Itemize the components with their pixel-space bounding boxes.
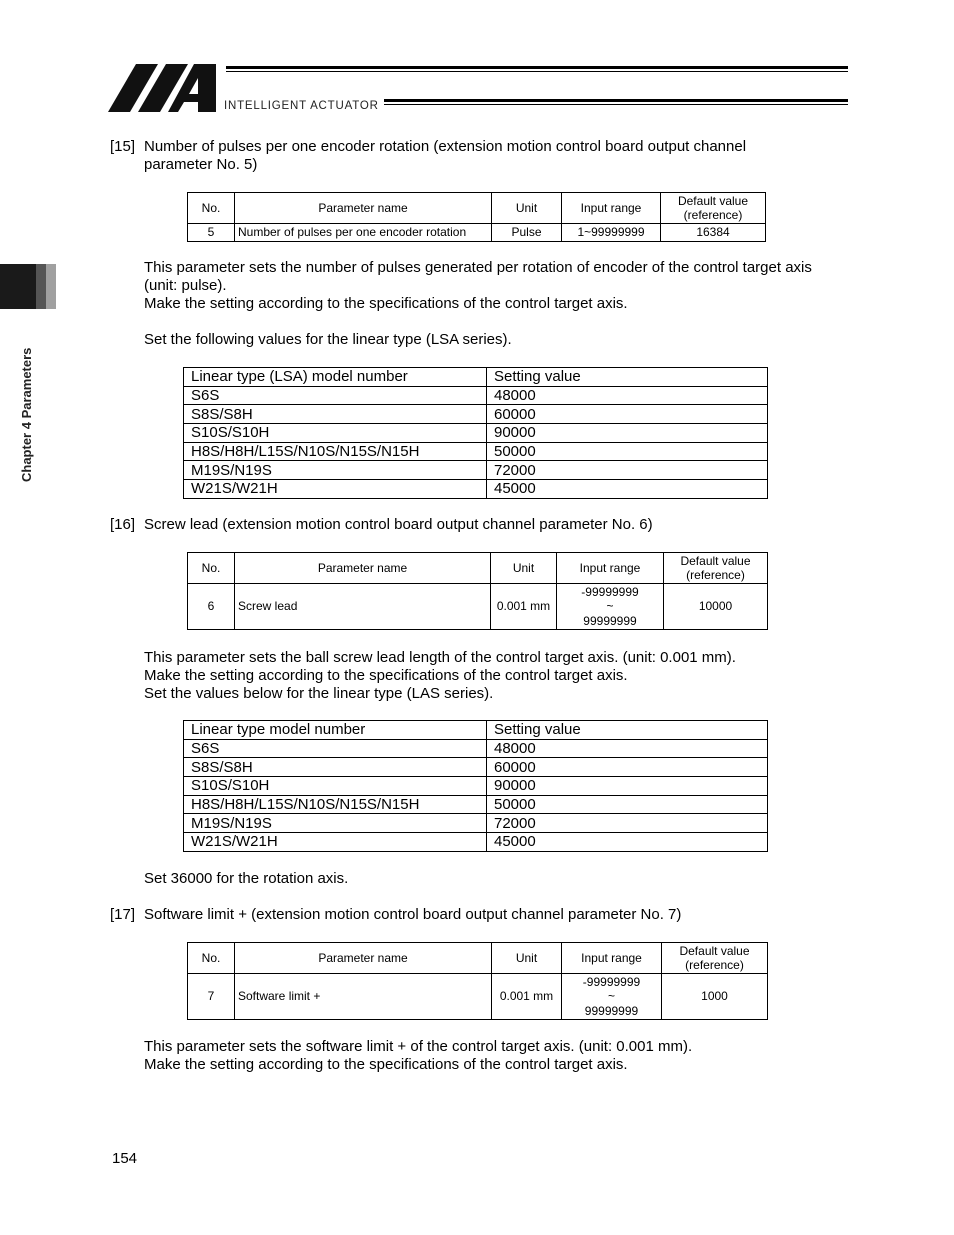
value-cell: 45000 bbox=[487, 833, 768, 852]
iai-logo bbox=[108, 64, 224, 114]
table-row bbox=[188, 224, 766, 242]
section-15-number: [15] bbox=[110, 138, 136, 155]
range-max: 99999999 bbox=[583, 613, 637, 628]
table-row bbox=[184, 386, 768, 405]
model-cell: H8S/H8H/L15S/N10S/N15S/N15H bbox=[184, 442, 487, 461]
value-cell: 48000 bbox=[487, 739, 768, 758]
desc-line: This parameter sets the software limit + of the control target axis. (unit: 0.001 mm). bbox=[144, 1038, 693, 1055]
cell-unit: 0.001 mm bbox=[492, 974, 562, 1020]
value-cell: 45000 bbox=[487, 480, 768, 499]
header-default-line1: Default value bbox=[680, 553, 751, 568]
cell-no: 5 bbox=[188, 224, 235, 242]
header-setting-value: Setting value bbox=[487, 721, 768, 740]
cell-default-value: 1000 bbox=[662, 974, 768, 1020]
header-model-number: Linear type model number bbox=[184, 721, 487, 740]
desc-line: This parameter sets the number of pulses generated per rotation of encoder of the control target axis bbox=[144, 259, 812, 276]
section-16-title: Screw lead (extension motion control board output channel parameter No. 6) bbox=[144, 516, 653, 533]
section-16-number: [16] bbox=[110, 516, 136, 533]
table-row bbox=[184, 405, 768, 424]
desc-line: Make the setting according to the specifications of the control target axis. bbox=[144, 1056, 628, 1073]
model-cell: H8S/H8H/L15S/N10S/N15S/N15H bbox=[184, 795, 487, 814]
table-row bbox=[184, 777, 768, 796]
header-default-line2: (reference) bbox=[686, 568, 745, 582]
model-cell: S8S/S8H bbox=[184, 758, 487, 777]
parameter-table-15 bbox=[187, 192, 766, 242]
section-15-description bbox=[144, 259, 812, 313]
section-15-title-line2: parameter No. 5) bbox=[144, 156, 258, 173]
section-15-title bbox=[144, 138, 746, 174]
section-16-description bbox=[144, 649, 736, 703]
cell-no: 7 bbox=[188, 974, 235, 1020]
table-header-row bbox=[188, 193, 766, 224]
range-max: 99999999 bbox=[584, 1003, 639, 1018]
model-cell: W21S/W21H bbox=[184, 833, 487, 852]
desc-line: This parameter sets the ball screw lead length of the control target axis. (unit: 0.001 mm). bbox=[144, 649, 736, 666]
table-row bbox=[184, 480, 768, 499]
value-cell: 90000 bbox=[487, 777, 768, 796]
value-cell: 90000 bbox=[487, 424, 768, 443]
desc-line: Make the setting according to the specifications of the control target axis. bbox=[144, 295, 628, 312]
header-rule-top-thin bbox=[226, 71, 848, 72]
desc-line: (unit: pulse). bbox=[144, 277, 227, 294]
cell-input-range bbox=[557, 584, 664, 630]
value-table-header bbox=[184, 721, 768, 740]
header-setting-value: Setting value bbox=[487, 368, 768, 387]
model-cell: S6S bbox=[184, 386, 487, 405]
range-separator: ~ bbox=[606, 599, 614, 614]
header-input-range: Input range bbox=[562, 943, 662, 974]
cell-default-value: 16384 bbox=[661, 224, 766, 242]
model-cell: M19S/N19S bbox=[184, 461, 487, 480]
table-row bbox=[184, 442, 768, 461]
model-cell: W21S/W21H bbox=[184, 480, 487, 499]
header-default-line1: Default value bbox=[679, 943, 750, 958]
model-cell: S8S/S8H bbox=[184, 405, 487, 424]
desc-line: Make the setting according to the specifications of the control target axis. bbox=[144, 667, 628, 684]
value-cell: 48000 bbox=[487, 386, 768, 405]
cell-no: 6 bbox=[188, 584, 235, 630]
header-parameter-name: Parameter name bbox=[235, 553, 491, 584]
chapter-tab-mid bbox=[36, 264, 46, 309]
cell-default-value: 10000 bbox=[664, 584, 768, 630]
brand-name: INTELLIGENT ACTUATOR bbox=[224, 100, 379, 112]
header-default-value bbox=[661, 193, 766, 224]
table-row bbox=[184, 739, 768, 758]
table-row bbox=[184, 424, 768, 443]
value-cell: 60000 bbox=[487, 405, 768, 424]
header-default-line2: (reference) bbox=[685, 958, 744, 972]
range-separator: ~ bbox=[607, 989, 615, 1004]
range-min: -99999999 bbox=[582, 974, 641, 989]
header-rule-bottom bbox=[384, 99, 848, 102]
header-parameter-name: Parameter name bbox=[235, 193, 492, 224]
table-row bbox=[184, 814, 768, 833]
parameter-table-16 bbox=[187, 552, 768, 630]
table-row bbox=[184, 795, 768, 814]
table-row bbox=[188, 584, 768, 630]
header-input-range: Input range bbox=[557, 553, 664, 584]
value-cell: 72000 bbox=[487, 814, 768, 833]
table-row bbox=[184, 833, 768, 852]
header-no: No. bbox=[188, 943, 235, 974]
header-no: No. bbox=[188, 193, 235, 224]
header-unit: Unit bbox=[491, 553, 557, 584]
section-17-description bbox=[144, 1038, 692, 1074]
table-row bbox=[188, 974, 768, 1020]
rotation-axis-note: Set 36000 for the rotation axis. bbox=[144, 870, 349, 887]
model-cell: S10S/S10H bbox=[184, 424, 487, 443]
cell-parameter-name: Number of pulses per one encoder rotation bbox=[235, 224, 492, 242]
value-table-15 bbox=[183, 367, 768, 499]
cell-unit: Pulse bbox=[492, 224, 562, 242]
value-cell: 50000 bbox=[487, 795, 768, 814]
header-default-line1: Default value bbox=[677, 193, 749, 208]
desc-line: Set the values below for the linear type (LAS series). bbox=[144, 685, 494, 702]
value-cell: 72000 bbox=[487, 461, 768, 480]
header-default-line2: (reference) bbox=[683, 208, 743, 222]
section-15-note: Set the following values for the linear type (LSA series). bbox=[144, 331, 512, 348]
model-cell: S10S/S10H bbox=[184, 777, 487, 796]
cell-input-range: 1~99999999 bbox=[562, 224, 661, 242]
header-rule-top bbox=[226, 66, 848, 69]
model-cell: S6S bbox=[184, 739, 487, 758]
header-parameter-name: Parameter name bbox=[235, 943, 492, 974]
table-header-row bbox=[188, 553, 768, 584]
cell-parameter-name: Screw lead bbox=[235, 584, 491, 630]
chapter-label: Chapter 4 Parameters bbox=[19, 347, 34, 482]
header-no: No. bbox=[188, 553, 235, 584]
header-unit: Unit bbox=[492, 943, 562, 974]
header-model-number: Linear type (LSA) model number bbox=[184, 368, 487, 387]
value-cell: 60000 bbox=[487, 758, 768, 777]
page-number: 154 bbox=[112, 1150, 138, 1167]
cell-unit: 0.001 mm bbox=[491, 584, 557, 630]
table-header-row bbox=[188, 943, 768, 974]
section-17-number: [17] bbox=[110, 906, 136, 923]
chapter-tab-light bbox=[46, 264, 56, 309]
cell-parameter-name: Software limit + bbox=[235, 974, 492, 1020]
header-unit: Unit bbox=[492, 193, 562, 224]
section-17-title: Software limit + (extension motion control board output channel parameter No. 7) bbox=[144, 906, 682, 923]
table-row bbox=[184, 461, 768, 480]
header-rule-bottom-thin bbox=[384, 104, 848, 105]
value-table-16 bbox=[183, 720, 768, 852]
model-cell: M19S/N19S bbox=[184, 814, 487, 833]
header-default-value bbox=[662, 943, 768, 974]
range-min: -99999999 bbox=[581, 584, 639, 599]
chapter-tab-dark bbox=[0, 264, 36, 309]
section-15-title-line1: Number of pulses per one encoder rotation (extension motion control board output channel bbox=[144, 138, 747, 155]
header-default-value bbox=[664, 553, 768, 584]
value-cell: 50000 bbox=[487, 442, 768, 461]
cell-input-range bbox=[562, 974, 662, 1020]
table-row bbox=[184, 758, 768, 777]
value-table-header bbox=[184, 368, 768, 387]
parameter-table-17 bbox=[187, 942, 768, 1020]
header-input-range: Input range bbox=[562, 193, 661, 224]
